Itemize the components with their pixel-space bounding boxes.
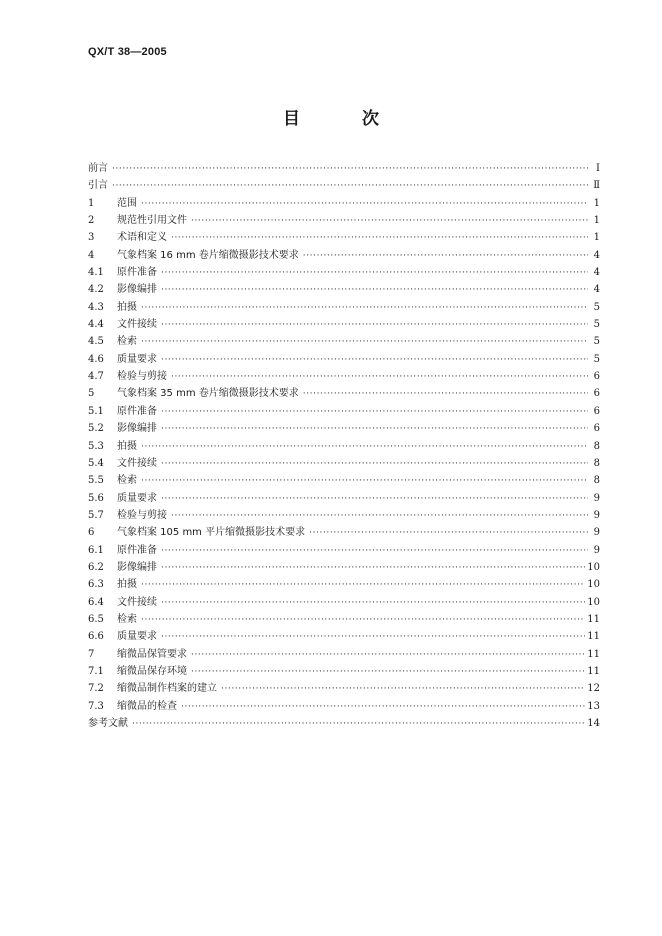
toc-dot-leader xyxy=(141,300,588,317)
toc-page-number: 4 xyxy=(593,249,600,261)
toc-entry[interactable] xyxy=(88,490,600,507)
toc-dot-leader xyxy=(309,525,588,542)
toc-dot-leader xyxy=(141,439,588,456)
toc-page-number: 1 xyxy=(593,215,600,227)
toc-entry-number: 7.1 xyxy=(88,665,104,677)
toc-entry-label xyxy=(88,333,137,350)
toc-entry-number: 7 xyxy=(88,648,95,660)
toc-entry-number: 7.2 xyxy=(88,683,104,695)
toc-entry-number: 5.6 xyxy=(88,492,104,504)
toc-dot-leader xyxy=(161,421,588,438)
toc-dot-leader xyxy=(191,647,585,664)
table-of-contents xyxy=(88,160,600,732)
toc-entry-number: 4.5 xyxy=(88,336,104,348)
toc-entry[interactable] xyxy=(88,247,600,264)
toc-entry-title: 原件准备 xyxy=(117,405,157,417)
toc-entry-number: 2 xyxy=(88,215,95,227)
toc-entry[interactable] xyxy=(88,472,600,489)
toc-entry-title: 缩微品的检查 xyxy=(117,700,177,712)
toc-page-number: 9 xyxy=(593,492,600,504)
toc-page-number: Ⅰ xyxy=(596,163,600,174)
toc-entry-label xyxy=(88,628,157,645)
toc-entry-title: 气象档案 35 mm 卷片缩微摄影技术要求 xyxy=(117,388,299,400)
toc-page-number: 5 xyxy=(593,319,600,331)
toc-dot-leader xyxy=(303,248,588,265)
toc-entry-number: 6.3 xyxy=(88,579,104,591)
toc-page-number: 5 xyxy=(593,336,600,348)
toc-entry[interactable] xyxy=(88,559,600,576)
toc-entry[interactable] xyxy=(88,507,600,524)
toc-dot-leader xyxy=(112,161,588,178)
toc-entry-label xyxy=(88,229,167,246)
toc-dot-leader xyxy=(171,369,588,386)
toc-entry-number: 5.3 xyxy=(88,440,104,452)
toc-entry-title: 原件准备 xyxy=(117,544,157,556)
toc-entry-label xyxy=(88,281,157,298)
toc-entry-title: 检索 xyxy=(117,613,137,625)
toc-entry-label xyxy=(88,195,137,212)
toc-entry-label xyxy=(88,177,108,194)
toc-entry-number: 6.5 xyxy=(88,613,104,625)
toc-dot-leader xyxy=(161,265,588,282)
toc-entry-label xyxy=(88,680,217,697)
toc-entry[interactable] xyxy=(88,177,600,194)
toc-entry-title: 检验与剪接 xyxy=(117,509,167,521)
toc-entry-number: 6.4 xyxy=(88,596,104,608)
toc-entry-number: 4.1 xyxy=(88,267,104,279)
toc-page-number: 9 xyxy=(593,509,600,521)
toc-entry-label xyxy=(88,351,157,368)
toc-dot-leader xyxy=(221,681,585,698)
toc-entry-label xyxy=(88,524,305,541)
toc-page-number: 8 xyxy=(593,457,600,469)
toc-entry[interactable] xyxy=(88,455,600,472)
toc-page-number: 11 xyxy=(587,648,600,660)
toc-entry-label xyxy=(88,490,157,507)
toc-entry-label xyxy=(88,472,137,489)
toc-entry-label xyxy=(88,611,137,628)
toc-entry-label xyxy=(88,455,157,472)
toc-entry-title: 术语和定义 xyxy=(117,232,167,244)
toc-entry[interactable] xyxy=(88,351,600,368)
toc-entry-number: 4.7 xyxy=(88,371,104,383)
toc-page-number: 8 xyxy=(593,440,600,452)
toc-page-number: 13 xyxy=(587,700,600,712)
toc-entry-title: 拍摄 xyxy=(117,579,137,591)
toc-entry-label xyxy=(88,212,187,229)
toc-entry-label xyxy=(88,264,157,281)
toc-entry-title: 质量要求 xyxy=(117,492,157,504)
toc-dot-leader xyxy=(141,196,588,213)
standard-code: QX/T 38—2005 xyxy=(88,46,167,58)
toc-entry-label xyxy=(88,385,299,402)
toc-dot-leader xyxy=(132,716,585,733)
toc-entry[interactable] xyxy=(88,195,600,212)
toc-page-number: 1 xyxy=(593,197,600,209)
toc-entry-title: 检索 xyxy=(117,336,137,348)
toc-page-number: 11 xyxy=(587,613,600,625)
toc-page-number: 9 xyxy=(593,527,600,539)
toc-dot-leader xyxy=(161,629,585,646)
toc-page-number: 14 xyxy=(587,718,600,729)
toc-dot-leader xyxy=(161,491,588,508)
toc-entry-number: 4.3 xyxy=(88,301,104,313)
toc-entry-title: 拍摄 xyxy=(117,440,137,452)
toc-entry[interactable] xyxy=(88,576,600,593)
toc-entry-number: 5.2 xyxy=(88,423,104,435)
toc-entry-title: 文件接续 xyxy=(117,319,157,331)
toc-entry-number: 1 xyxy=(88,197,95,209)
toc-dot-leader xyxy=(161,404,588,421)
toc-dot-leader xyxy=(141,577,585,594)
page-title: 目 次 xyxy=(283,109,407,129)
toc-entry[interactable] xyxy=(88,264,600,281)
toc-entry-number: 7.3 xyxy=(88,700,104,712)
toc-entry-title: 检索 xyxy=(117,475,137,487)
toc-entry-label xyxy=(88,420,157,437)
toc-entry-title: 前言 xyxy=(88,163,108,174)
toc-entry[interactable] xyxy=(88,715,600,732)
toc-entry-title: 检验与剪接 xyxy=(117,371,167,383)
toc-entry-title: 影像编排 xyxy=(117,284,157,296)
toc-entry[interactable] xyxy=(88,680,600,697)
toc-dot-leader xyxy=(181,699,585,716)
toc-entry-label xyxy=(88,368,167,385)
toc-entry-label xyxy=(88,403,157,420)
toc-entry-title: 文件接续 xyxy=(117,596,157,608)
toc-entry[interactable] xyxy=(88,663,600,680)
toc-entry[interactable] xyxy=(88,212,600,229)
toc-entry-label xyxy=(88,438,137,455)
toc-entry[interactable] xyxy=(88,368,600,385)
toc-entry[interactable] xyxy=(88,420,600,437)
toc-entry-title: 缩微品保管要求 xyxy=(117,648,187,660)
toc-entry[interactable] xyxy=(88,698,600,715)
toc-page-number: 5 xyxy=(593,353,600,365)
toc-entry[interactable] xyxy=(88,611,600,628)
toc-entry-title: 影像编排 xyxy=(117,423,157,435)
toc-entry-label xyxy=(88,715,128,732)
toc-dot-leader xyxy=(191,664,585,681)
toc-page-number: 9 xyxy=(593,544,600,556)
toc-entry-title: 原件准备 xyxy=(117,267,157,279)
toc-page-number: 4 xyxy=(593,267,600,279)
toc-entry-label xyxy=(88,160,108,177)
toc-entry-title: 范围 xyxy=(117,197,137,209)
toc-entry-number: 6.1 xyxy=(88,544,104,556)
toc-entry-title: 气象档案 105 mm 平片缩微摄影技术要求 xyxy=(117,527,306,539)
toc-entry-title: 质量要求 xyxy=(117,631,157,643)
toc-page-number: 6 xyxy=(593,388,600,400)
toc-page-number: 12 xyxy=(587,683,600,695)
toc-dot-leader xyxy=(141,334,588,351)
toc-entry[interactable] xyxy=(88,333,600,350)
toc-entry-label xyxy=(88,316,157,333)
toc-page-number: 10 xyxy=(587,579,600,591)
toc-page-number: 10 xyxy=(587,596,600,608)
toc-entry-title: 拍摄 xyxy=(117,301,137,313)
toc-entry-number: 3 xyxy=(88,232,95,244)
toc-entry-title: 文件接续 xyxy=(117,457,157,469)
toc-entry-label xyxy=(88,663,187,680)
toc-entry-title: 气象档案 16 mm 卷片缩微摄影技术要求 xyxy=(117,249,299,261)
toc-page-number: 6 xyxy=(593,423,600,435)
toc-dot-leader xyxy=(141,473,588,490)
toc-page-number: 6 xyxy=(593,405,600,417)
toc-page-number: 11 xyxy=(587,631,600,643)
toc-page-number: 8 xyxy=(593,475,600,487)
toc-page-number: 4 xyxy=(593,284,600,296)
toc-dot-leader xyxy=(141,612,585,629)
toc-entry-number: 5.1 xyxy=(88,405,104,417)
toc-entry[interactable] xyxy=(88,385,600,402)
toc-dot-leader xyxy=(161,595,585,612)
toc-entry-label xyxy=(88,299,137,316)
toc-page-number: 5 xyxy=(593,301,600,313)
toc-entry[interactable] xyxy=(88,594,600,611)
toc-entry-number: 6.6 xyxy=(88,631,104,643)
toc-entry-number: 6.2 xyxy=(88,561,104,573)
toc-dot-leader xyxy=(171,230,588,247)
toc-entry[interactable] xyxy=(88,160,600,177)
toc-entry-number: 5.4 xyxy=(88,457,104,469)
toc-entry-title: 质量要求 xyxy=(117,353,157,365)
toc-page-number: 10 xyxy=(587,561,600,573)
toc-dot-leader xyxy=(161,317,588,334)
toc-entry[interactable] xyxy=(88,281,600,298)
toc-entry-label xyxy=(88,698,177,715)
toc-entry-number: 5.7 xyxy=(88,509,104,521)
toc-entry[interactable] xyxy=(88,628,600,645)
toc-entry-number: 4.4 xyxy=(88,319,104,331)
toc-entry-number: 4 xyxy=(88,249,95,261)
toc-dot-leader xyxy=(161,282,588,299)
toc-entry-number: 4.2 xyxy=(88,284,104,296)
toc-entry-label xyxy=(88,542,157,559)
toc-entry[interactable] xyxy=(88,524,600,541)
toc-entry-number: 4.6 xyxy=(88,353,104,365)
toc-entry[interactable] xyxy=(88,403,600,420)
toc-entry-title: 缩微品保存环境 xyxy=(117,665,187,677)
toc-entry-number: 5 xyxy=(88,388,95,400)
toc-entry[interactable] xyxy=(88,299,600,316)
toc-entry[interactable] xyxy=(88,316,600,333)
toc-dot-leader xyxy=(191,213,588,230)
toc-dot-leader xyxy=(161,560,585,577)
toc-entry[interactable] xyxy=(88,646,600,663)
toc-entry-title: 规范性引用文件 xyxy=(117,215,187,227)
toc-dot-leader xyxy=(161,456,588,473)
toc-entry-title: 参考文献 xyxy=(88,718,128,729)
toc-entry-number: 6 xyxy=(88,527,95,539)
toc-entry-label xyxy=(88,247,299,264)
toc-entry-label xyxy=(88,507,167,524)
toc-page-number: 11 xyxy=(587,665,600,677)
toc-dot-leader xyxy=(161,352,588,369)
toc-entry-label xyxy=(88,646,187,663)
toc-entry[interactable] xyxy=(88,542,600,559)
toc-entry-number: 5.5 xyxy=(88,475,104,487)
toc-entry-title: 影像编排 xyxy=(117,561,157,573)
toc-page-number: 6 xyxy=(593,371,600,383)
toc-entry[interactable] xyxy=(88,229,600,246)
toc-page-number: 1 xyxy=(593,232,600,244)
toc-dot-leader xyxy=(171,508,588,525)
toc-dot-leader xyxy=(161,543,588,560)
toc-entry-title: 缩微品制作档案的建立 xyxy=(117,683,217,695)
toc-page-number: Ⅱ xyxy=(593,180,600,192)
toc-dot-leader xyxy=(303,386,588,403)
toc-dot-leader xyxy=(112,178,588,195)
toc-entry[interactable] xyxy=(88,438,600,455)
toc-entry-title: 引言 xyxy=(88,180,108,192)
toc-entry-label xyxy=(88,559,157,576)
toc-entry-label xyxy=(88,594,157,611)
toc-entry-label xyxy=(88,576,137,593)
